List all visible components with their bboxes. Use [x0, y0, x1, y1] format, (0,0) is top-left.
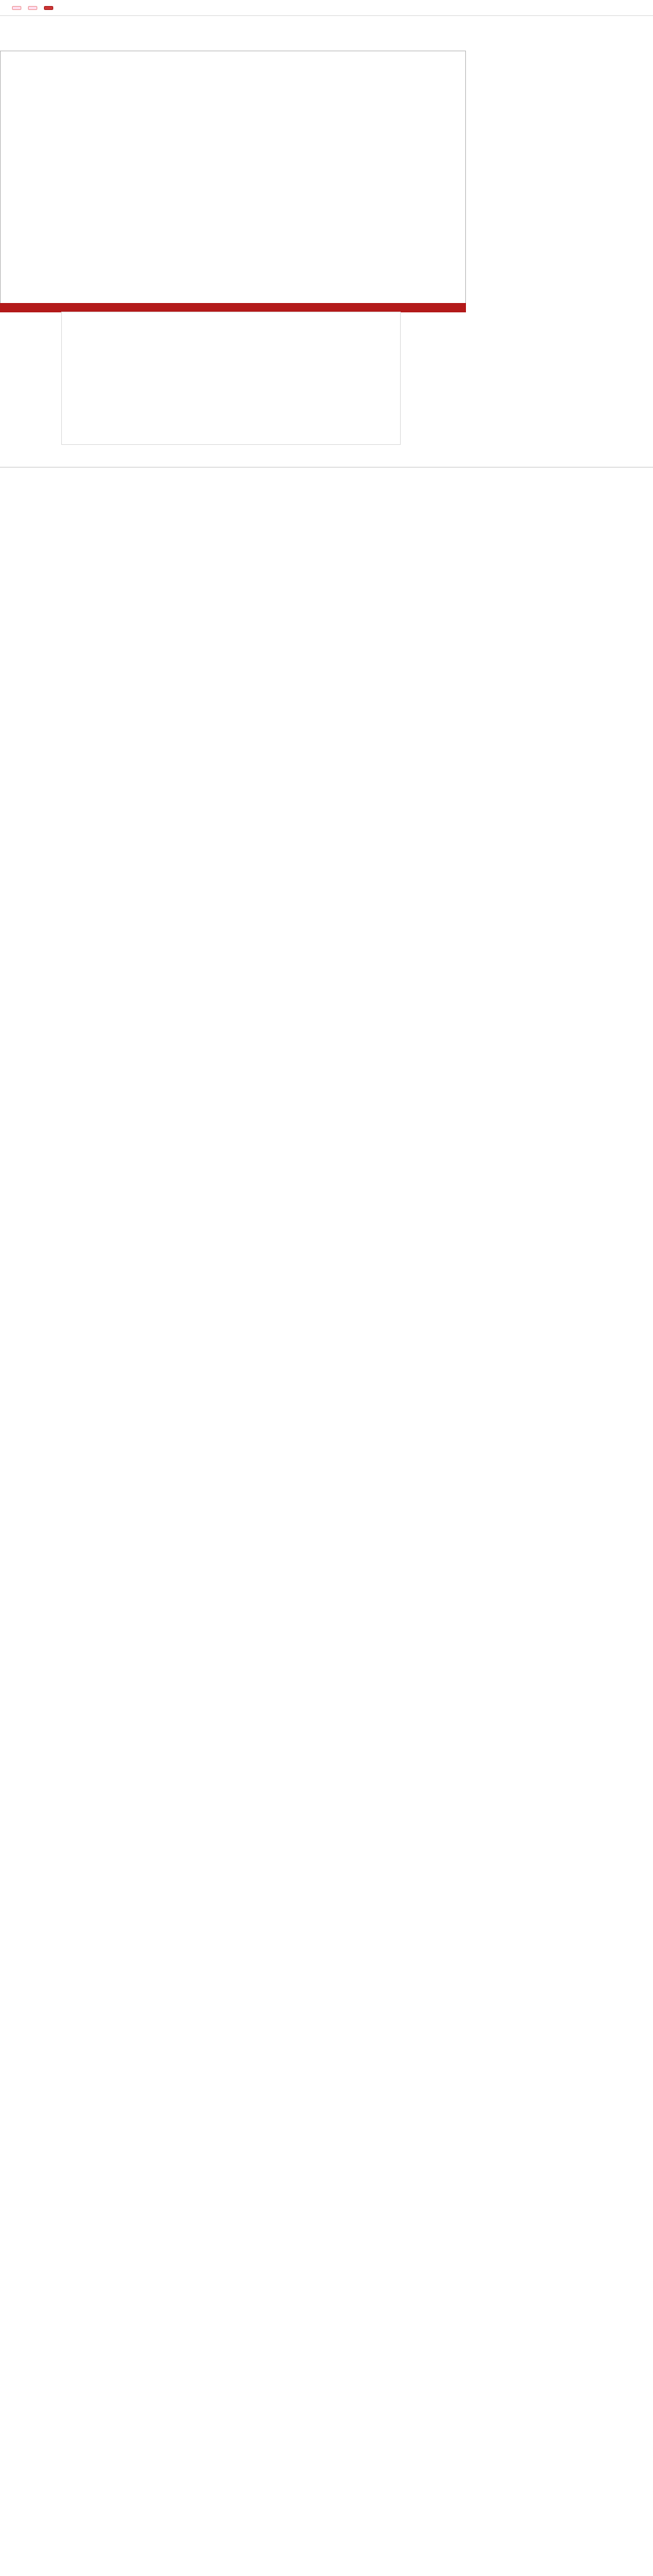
header-stoerfaktoren	[316, 458, 402, 467]
table-header	[0, 458, 653, 468]
cycle-overview-button[interactable]	[28, 6, 37, 10]
header-notizen	[55, 458, 229, 467]
chart-panel	[0, 51, 466, 304]
settings-bar-2	[0, 27, 653, 36]
notes-table	[0, 458, 653, 468]
header-verhuetung	[229, 458, 316, 467]
cycle-nav[interactable]	[12, 6, 21, 10]
temperature-chart	[1, 51, 465, 303]
symptom-grid	[61, 312, 401, 445]
header-medikamente	[402, 458, 502, 467]
cycle-day-row	[0, 303, 466, 312]
settings-bar	[0, 16, 653, 27]
statistik-button[interactable]	[44, 6, 53, 10]
top-bar	[0, 0, 653, 16]
